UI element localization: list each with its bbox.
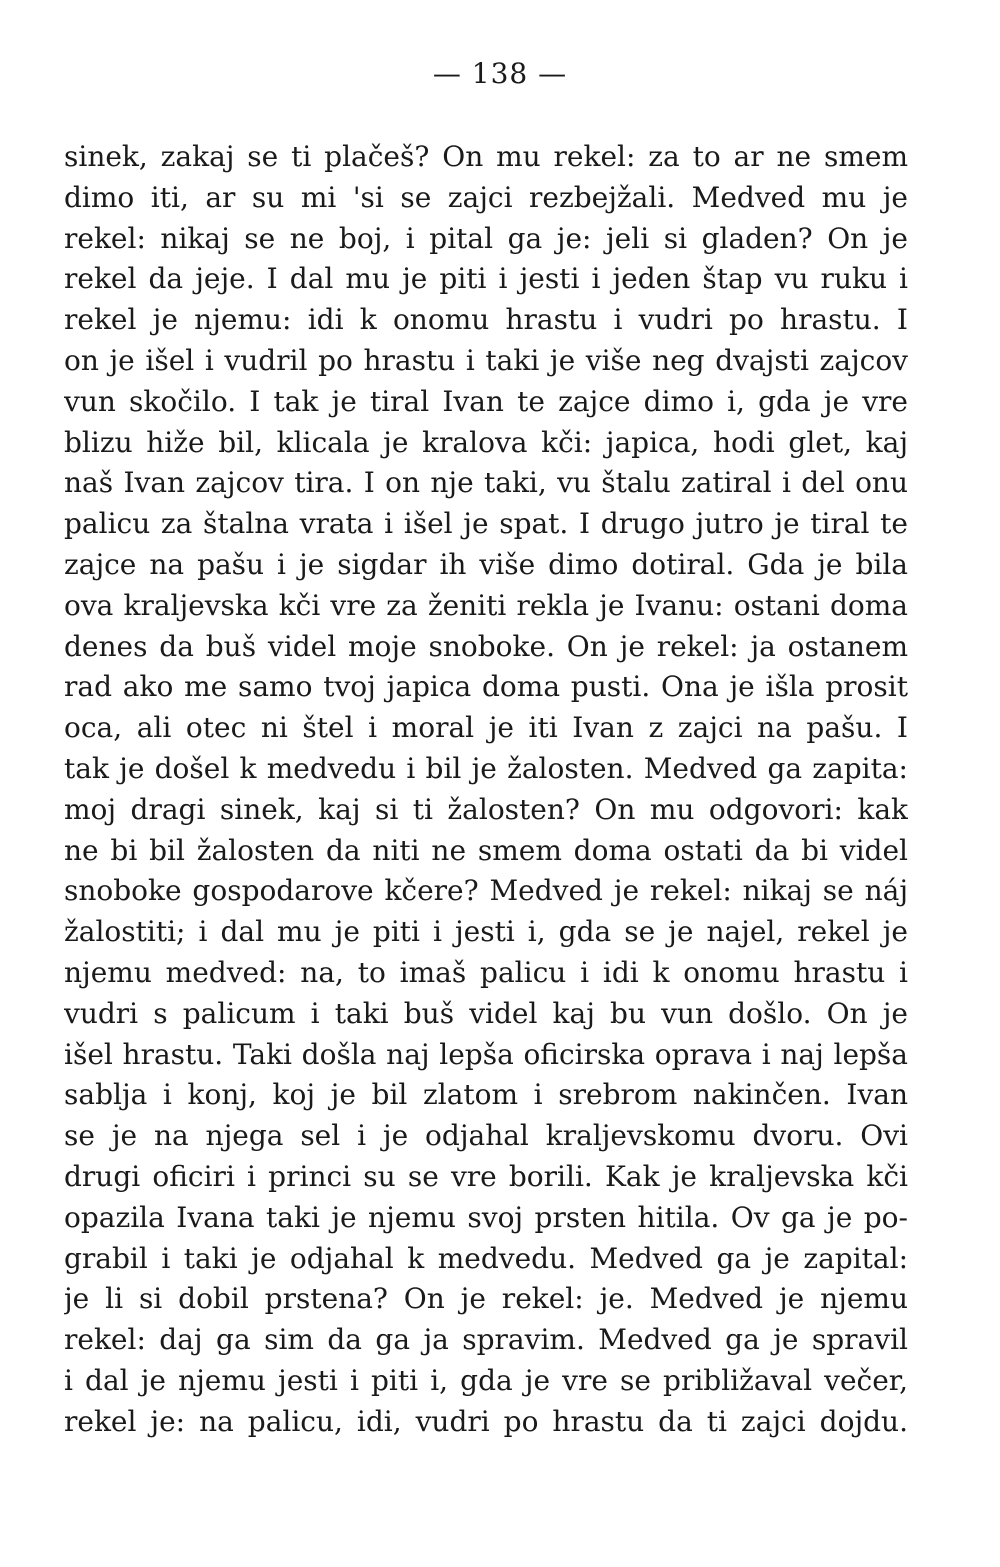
text-line: ne bi bil žalosten da niti ne smem doma ostati da bi videl (64, 833, 908, 867)
text-line: dimo iti, ar su mi 'si se zajci rezbejžali. Medved mu je (64, 180, 908, 214)
text-line: tak je došel k medvedu i bil je žalosten. Medved ga zapita: (64, 751, 908, 785)
text-line: moj dragi sinek, kaj si ti žalosten? On mu odgovori: kak (64, 792, 908, 826)
text-line: zajce na pašu i je sigdar ih više dimo dotiral. Gda je bila (64, 547, 908, 581)
text-line: snoboke gospodarove kčere? Medved je rekel: nikaj se náj (64, 874, 908, 908)
text-line: vun skočilo. I tak je tiral Ivan te zajce dimo i, gda je vre (64, 384, 908, 418)
text-line: išel hrastu. Taki došla naj lepša oficirska oprava i naj lepša (64, 1037, 908, 1071)
body-text (64, 137, 908, 1443)
text-line: rekel: nikaj se ne boj, i pital ga je: jeli si gladen? On je (64, 221, 908, 255)
text-line: rekel je: na palicu, idi, vudri po hrastu da ti zajci dojdu. (64, 1404, 908, 1438)
text-line: on je išel i vudril po hrastu i taki je više neg dvajsti zajcov (64, 343, 908, 377)
text-line: žalostiti; i dal mu je piti i jesti i, gda se je najel, rekel je (64, 915, 908, 949)
text-line: rekel da jeje. I dal mu je piti i jesti i jeden štap vu ruku i (64, 262, 908, 296)
page-number: — 138 — (432, 57, 568, 90)
text-line: denes da buš videl moje snoboke. On je rekel: ja ostanem (64, 629, 908, 663)
text-line: ova kraljevska kči vre za ženiti rekla je Ivanu: ostani doma (64, 588, 908, 622)
text-line: naš Ivan zajcov tira. I on nje taki, vu štalu zatiral i del onu (64, 466, 908, 500)
text-line: vudri s palicum i taki buš videl kaj bu vun došlo. On je (64, 996, 908, 1030)
text-line: sinek, zakaj se ti plačeš? On mu rekel: za to ar ne smem (64, 140, 908, 173)
text-line: sablja i konj, koj je bil zlatom i srebrom nakinčen. Ivan (64, 1078, 908, 1112)
text-line: palicu za štalna vrata i išel je spat. I drugo jutro je tiral te (64, 507, 908, 541)
text-line: se je na njega sel i je odjahal kraljevskomu dvoru. Ovi (64, 1119, 908, 1153)
text-line: i dal je njemu jesti i piti i, gda je vre se približaval večer, (64, 1363, 908, 1397)
text-line: oca, ali otec ni štel i moral je iti Ivan z zajci na pašu. I (64, 711, 908, 745)
text-line: rekel: daj ga sim da ga ja spravim. Medved ga je spravil (64, 1323, 908, 1357)
text-line: drugi oficiri i princi su se vre borili. Kak je kraljevska kči (64, 1159, 908, 1193)
text-line: blizu hiže bil, klicala je kralova kči: japica, hodi glet, kaj (64, 425, 908, 459)
text-line: njemu medved: na, to imaš palicu i idi k onomu hrastu i (64, 955, 908, 989)
text-line: rad ako me samo tvoj japica doma pusti. Ona je išla prosit (64, 670, 908, 704)
text-line: grabil i taki je odjahal k medvedu. Medved ga je zapital: (64, 1241, 908, 1275)
text-line: je li si dobil prstena? On je rekel: je. Medved je njemu (64, 1282, 908, 1316)
text-line: opazila Ivana taki je njemu svoj prsten hitila. Ov ga je po- (64, 1200, 908, 1234)
text-line: rekel je njemu: idi k onomu hrastu i vudri po hrastu. I (64, 303, 908, 337)
